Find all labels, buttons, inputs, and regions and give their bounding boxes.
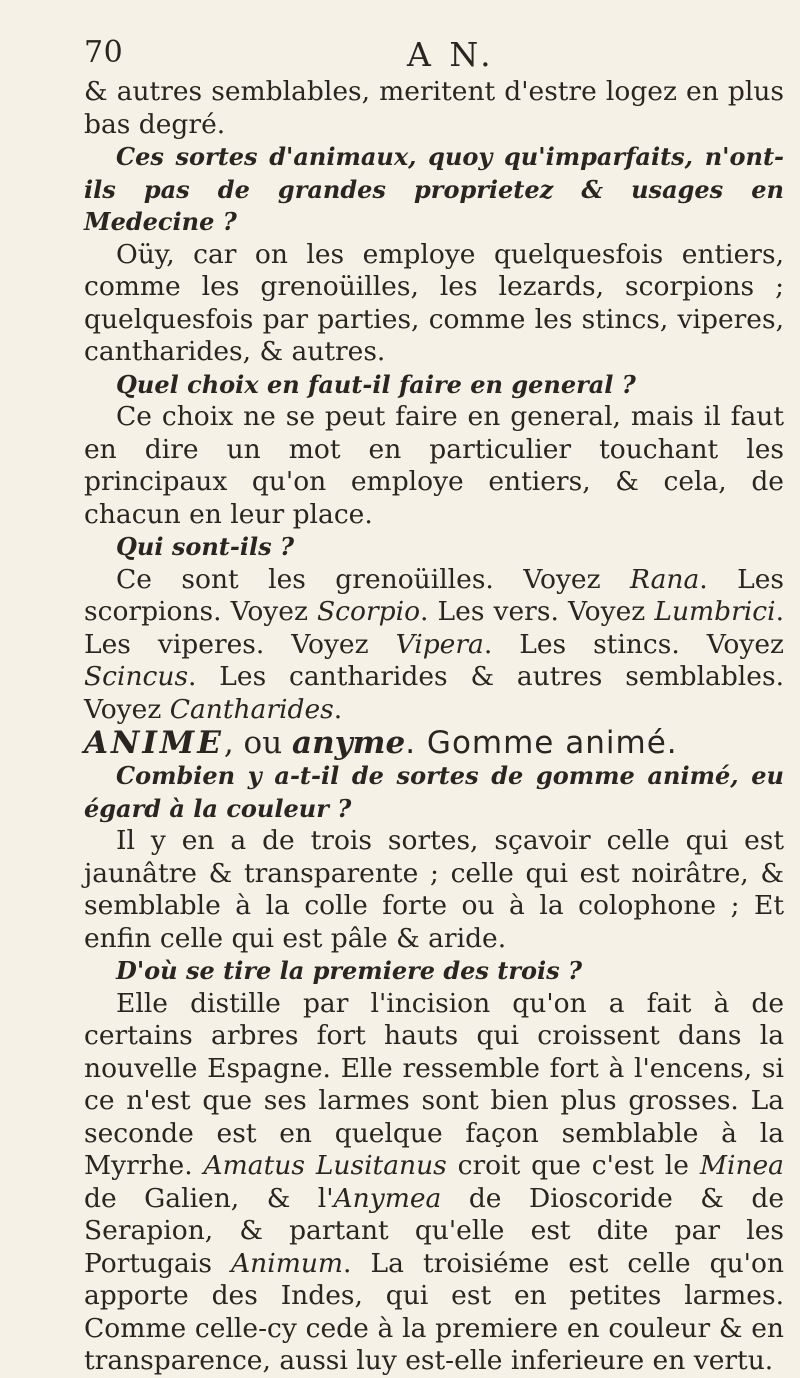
text-span: . Les vers. Voyez xyxy=(420,596,655,627)
question-premiere-des-trois: D'où se tire la premiere des trois ? xyxy=(116,956,583,985)
text-span: . xyxy=(333,693,343,725)
text-span: . Les cantharides & autres semblables. Voyez xyxy=(84,661,784,725)
question-sortes-gomme: Combien y a-t-il de sortes de gomme animé, eu égard à la couleur ? xyxy=(84,761,784,823)
cross-reference-vipera: Vipera xyxy=(395,628,484,660)
answer-qui-sont-ils xyxy=(84,564,784,727)
cross-reference-lumbrici: Lumbrici xyxy=(654,596,776,627)
page-text xyxy=(84,76,784,1378)
text-span: de Galien, & l' xyxy=(84,1182,334,1214)
question-choix-general: Quel choix en faut-il faire en general ? xyxy=(116,369,636,399)
paragraph-continuation: & autres semblables, meritent d'estre logez en plus bas degré. xyxy=(84,76,784,140)
text-span: de Dioscoride & de Serapion, & partant qu'elle est dite par les Portugais xyxy=(84,1182,785,1279)
cross-reference-rana: Rana xyxy=(630,563,700,595)
answer-sortes-gomme: Il y en a de trois sortes, sçavoir celle qui est jaunâtre & transparente ; celle qui est noirâtre, & semblable à la colle forte ou à la colophone ; Et enfin celle qui est pâle & aride. xyxy=(84,825,784,954)
author-reference-amatus: Amatus Lusitanus xyxy=(203,1150,447,1181)
question-animaux-proprietez: Ces sortes d'animaux, quoy qu'imparfaits, n'ont-ils pas de grandes proprietez & usages en Medecine ? xyxy=(84,142,784,236)
text-span: Ce sont les grenoüilles. Voyez xyxy=(116,563,631,595)
entry-separator: , ou xyxy=(223,725,293,761)
entry-gloss: . Gomme animé. xyxy=(405,725,678,761)
term-minea: Minea xyxy=(699,1150,784,1181)
cross-reference-scincus: Scincus xyxy=(84,661,189,692)
text-span: . Les stincs. Voyez xyxy=(483,628,784,660)
answer-choix-general: Ce choix ne se peut faire en general, mais il faut en dire un mot en particulier touchant les principaux qu'on employe entiers, & cela, de chacun en leur place. xyxy=(84,401,784,530)
answer-animaux-proprietez: Oüy, car on les employe quelquesfois entiers, comme les grenoüilles, les lezards, scorpions ; quelquesfois par parties, comme les stincs, viperes, cantharides, & autres. xyxy=(84,238,784,367)
cross-reference-cantharides: Cantharides xyxy=(169,693,334,725)
term-animum: Animum xyxy=(231,1247,344,1279)
answer-premiere-des-trois xyxy=(84,988,784,1378)
page-number: 70 xyxy=(84,35,124,70)
question-qui-sont-ils: Qui sont-ils ? xyxy=(116,532,295,561)
page-header xyxy=(84,35,504,75)
term-anymea: Anymea xyxy=(333,1182,442,1214)
text-span: . Les scorpions. Voyez xyxy=(84,563,784,627)
text-span: . La troisiéme est celle qu'on apporte des Indes, qui est en petites larmes. Comme celle-cy cede à la premiere en couleur & en transparence, aussi luy est-elle inferieure en vertu. xyxy=(84,1247,784,1376)
cross-reference-scorpio: Scorpio xyxy=(317,596,421,627)
running-head: A N. xyxy=(407,35,495,74)
entry-title-anime xyxy=(84,726,784,760)
entry-alternate-spelling: anyme xyxy=(292,725,406,761)
text-span: Elle distille par l'incision qu'on a fait à de certains arbres fort hauts qui croissent dans la nouvelle Espagne. Elle ressemble fort à l'encens, si ce n'est que ses larmes sont bien plus grosses. La seconde est en quelque façon semblable à la Myrrhe. xyxy=(84,987,784,1181)
text-span: . Les viperes. Voyez xyxy=(84,596,784,660)
entry-headword: ANIME xyxy=(84,725,224,761)
text-span: croit que c'est le xyxy=(446,1150,700,1181)
